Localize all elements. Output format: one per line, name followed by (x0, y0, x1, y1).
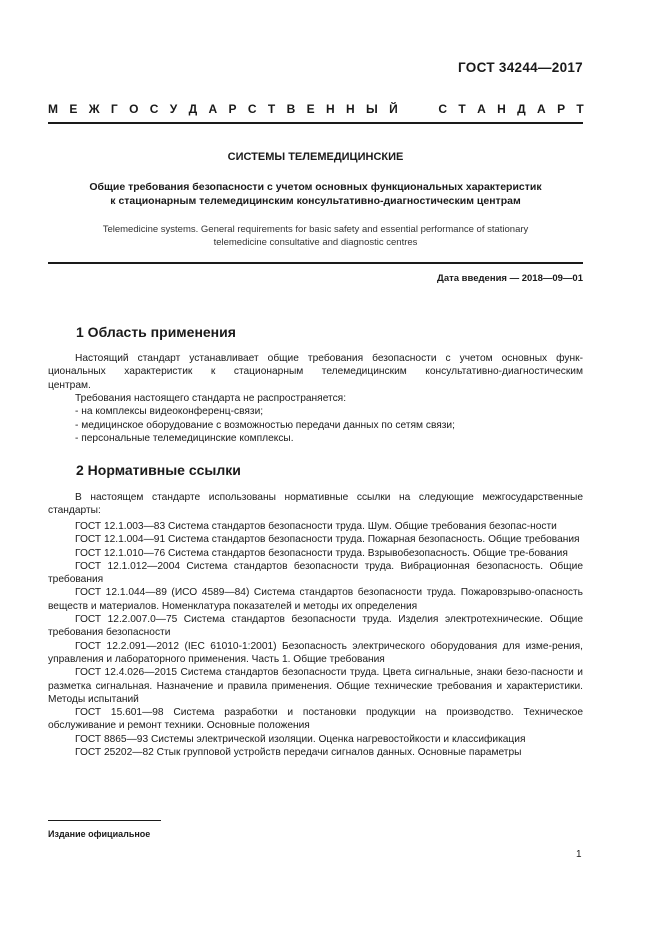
reference-item: ГОСТ 12.2.007.0—75 Система стандартов безопасности труда. Изделия электротехнические. Общие требования безопасности (48, 614, 583, 639)
standard-type-banner (48, 102, 584, 116)
banner-letter: С (247, 102, 257, 116)
banner-letter: А (208, 102, 218, 116)
banner-letter: О (129, 102, 139, 116)
banner-letter: Д (188, 102, 198, 116)
banner-letter: Н (325, 102, 335, 116)
reference-item: ГОСТ 12.4.026—2015 Система стандартов безопасности труда. Цвета сигнальные, знаки безо-пасности и разметка сигнальная. Назначение и правила применения. Общие технические требования и характеристики. Методы испытаний (48, 667, 583, 705)
reference-item: ГОСТ 12.1.012—2004 Система стандартов безопасности труда. Вибрационная безопасность. Общие требования (48, 560, 583, 586)
document-title: СИСТЕМЫ ТЕЛЕМЕДИЦИНСКИЕ (227, 151, 404, 163)
banner-letter: Н (345, 102, 355, 116)
header-divider (48, 122, 583, 124)
reference-item: ГОСТ 12.1.044—89 (ИСО 4589—84) Система стандартов безопасности труда. Пожаровзрыво-опасность веществ и материалов. Номенклатура показателей и методы их определения (48, 587, 583, 612)
english-subtitle-line: Telemedicine systems. General requirements for basic safety and essential performance of stationary (102, 224, 529, 235)
list-item: - на комплексы видеоконференц-связи; (75, 406, 264, 417)
reference-item: ГОСТ 8865—93 Системы электрической изоляции. Оценка нагревостойкости и классификация (75, 733, 526, 745)
reference-item: ГОСТ 15.601—98 Система разработки и постановки продукции на производство. Техническое обслуживание и ремонт техники. Основные положения (48, 707, 583, 732)
banner-letter (424, 102, 427, 116)
banner-letter: С (438, 102, 448, 116)
title-divider (48, 262, 583, 264)
english-subtitle-line: telemedicine consultative and diagnostic centres (213, 237, 418, 248)
section-2-heading: 2 Нормативные ссылки (76, 462, 241, 478)
list-item: - персональные телемедицинские комплексы. (75, 433, 294, 444)
banner-letter: Р (228, 102, 237, 116)
banner-letter: Г (110, 102, 118, 116)
banner-letter: Й (389, 102, 398, 116)
edition-label: Издание официальное (48, 829, 151, 839)
banner-letter: Т (267, 102, 276, 116)
page-number: 1 (576, 849, 582, 860)
russian-subtitle (48, 180, 583, 208)
banner-letter: Е (69, 102, 78, 116)
banner-letter: Т (576, 102, 584, 116)
banner-letter: Р (557, 102, 566, 116)
reference-item: ГОСТ 12.1.004—91 Система стандартов безопасности труда. Пожарная безопасность. Общие требования (75, 534, 580, 546)
section-1-heading: 1 Область применения (76, 324, 236, 340)
russian-subtitle-line: к стационарным телемедицинским консультативно-диагностическим центрам (110, 195, 521, 207)
reference-item: ГОСТ 12.2.091—2012 (IEC 61010-1:2001) Безопасность электрического оборудования для изме-рения, управления и лабораторного применения. Часть 1. Общие требования (48, 640, 583, 665)
paragraph-line: центрам. (48, 379, 91, 391)
reference-item: ГОСТ 12.1.010—76 Система стандартов безопасности труда. Взрывобезопасность. Общие тре-бования (75, 547, 568, 559)
reference-item: ГОСТ 12.1.003—83 Система стандартов безопасности труда. Шум. Общие требования безопас-ности (75, 521, 557, 532)
banner-letter: В (286, 102, 296, 116)
paragraph-line: циональных характеристик к стационарным телемедицинским консультативно-диагностическим (48, 366, 583, 378)
paragraph-line: стандарты: (48, 505, 101, 517)
banner-letter: А (477, 102, 486, 116)
section-2-intro (48, 491, 583, 518)
intro-date: Дата введения — 2018—09—01 (437, 273, 583, 284)
banner-letter: Д (517, 102, 526, 116)
banner-letter: Н (497, 102, 506, 116)
banner-letter: У (169, 102, 178, 116)
banner-letter: С (149, 102, 159, 116)
footer-divider (48, 820, 161, 821)
paragraph-line: Настоящий стандарт устанавливает общие требования безопасности с учетом основных функ- (75, 353, 583, 364)
references-list (48, 520, 583, 759)
paragraph-line: В настоящем стандарте использованы нормативные ссылки на следующие межгосударственные (75, 492, 583, 503)
list-item: - медицинское оборудование с возможностью передачи данных по сетям связи; (75, 420, 455, 431)
reference-item: ГОСТ 25202—82 Стык групповой устройств передачи сигналов данных. Основные параметры (75, 747, 522, 759)
banner-letter: Т (458, 102, 466, 116)
english-subtitle (48, 223, 583, 249)
paragraph-line: Требования настоящего стандарта не распространяется: (75, 392, 347, 404)
russian-subtitle-line: Общие требования безопасности с учетом основных функциональных характеристик (89, 181, 542, 193)
banner-letter: А (537, 102, 546, 116)
banner-letter: Е (306, 102, 315, 116)
banner-letter (409, 102, 412, 116)
gost-number: ГОСТ 34244—2017 (458, 60, 583, 75)
section-1-paragraph (48, 352, 583, 405)
banner-letter: Ж (88, 102, 100, 116)
banner-letter: М (48, 102, 58, 116)
banner-letter: Ы (365, 102, 378, 116)
